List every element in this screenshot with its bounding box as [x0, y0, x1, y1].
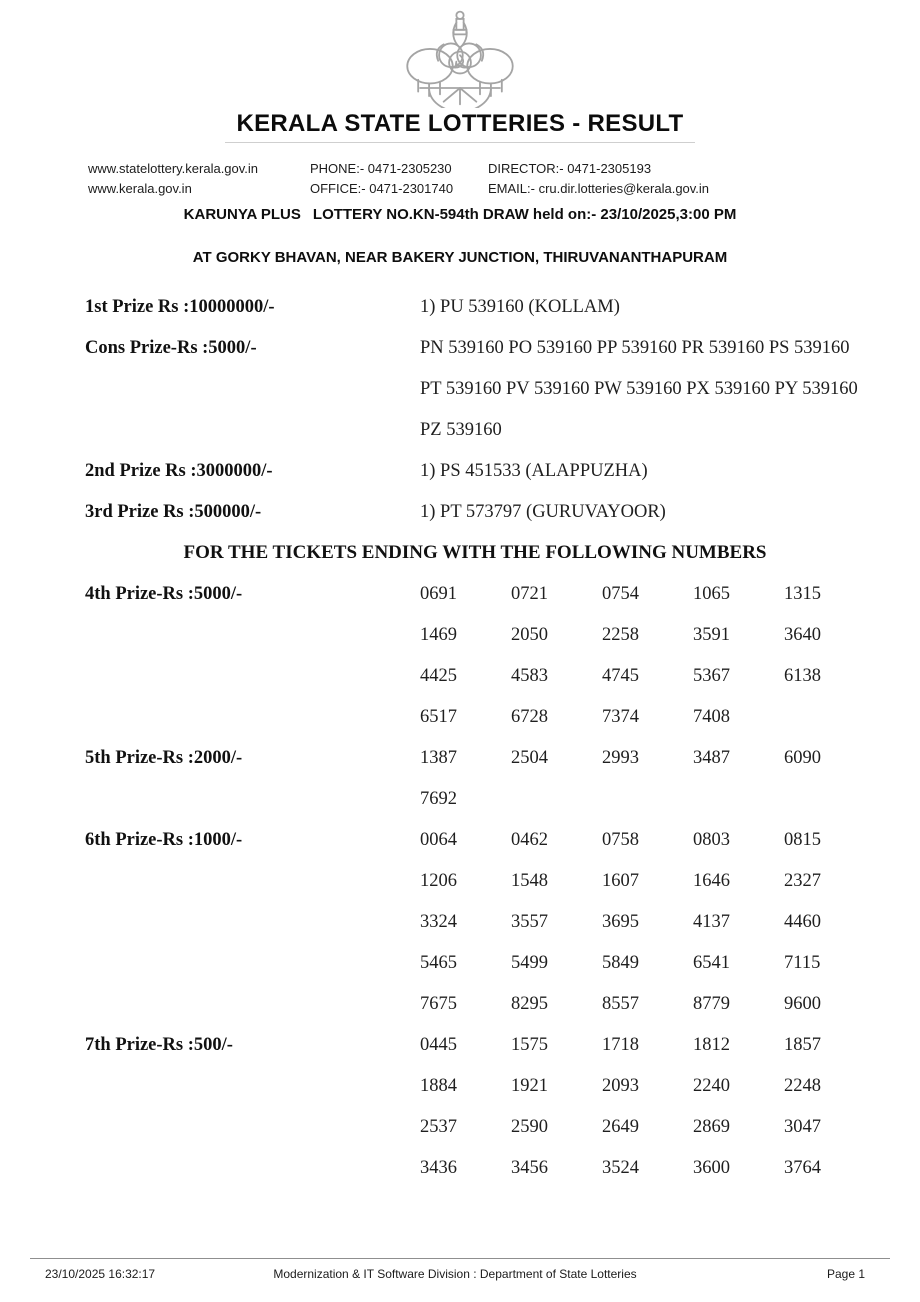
winning-number: 6090: [784, 748, 821, 768]
draw-info: LOTTERY NO.KN-594th DRAW held on:- 23/10/2025,3:00 PM: [312, 206, 737, 223]
third-prize-row: [85, 501, 920, 523]
contact-info-block: [88, 161, 920, 196]
winning-number: 3456: [511, 1158, 548, 1178]
consolation-prize-row: [85, 337, 920, 359]
consolation-numbers-line: PZ 539160: [420, 420, 502, 440]
winning-number: 3487: [693, 748, 730, 768]
prize-number-row: [85, 583, 920, 605]
prize-number-row: [85, 624, 920, 646]
winning-number: 7692: [420, 789, 457, 809]
winning-number: 3640: [784, 625, 821, 645]
winning-number: 6138: [784, 666, 821, 686]
winning-number: 5465: [420, 953, 457, 973]
winning-number: 1387: [420, 748, 457, 768]
office-number: OFFICE:- 0471-2301740: [310, 181, 454, 196]
winning-number: 2093: [602, 1076, 639, 1096]
winning-number: 2649: [602, 1117, 639, 1137]
winning-number: 0445: [420, 1035, 457, 1055]
page-title: KERALA STATE LOTTERIES - RESULT: [236, 110, 684, 137]
venue-line: AT GORKY BHAVAN, NEAR BAKERY JUNCTION, THIRUVANANTHAPURAM: [192, 249, 728, 266]
winning-number: 4137: [693, 912, 730, 932]
spacer-label: [85, 1075, 420, 1097]
winning-number: 2504: [511, 748, 548, 768]
winning-numbers-group: [420, 870, 875, 892]
winning-numbers-group: [420, 788, 511, 810]
spacer-label: [85, 706, 420, 728]
winning-number: 1921: [511, 1076, 548, 1096]
kerala-state-emblem-icon: [396, 8, 524, 108]
winning-number: 8779: [693, 994, 730, 1014]
winning-number: 3557: [511, 912, 548, 932]
prize-number-row: [85, 665, 920, 687]
ending-prizes-table: [85, 583, 920, 1179]
title-divider: [225, 142, 695, 143]
winning-number: 7675: [420, 994, 457, 1014]
draw-title-line: [0, 206, 920, 223]
winning-numbers-group: [420, 952, 875, 974]
winning-numbers-group: [420, 1157, 875, 1179]
spacer-label: [85, 952, 420, 974]
winning-number: 0064: [420, 830, 457, 850]
spacer-label: [85, 993, 420, 1015]
winning-number: 3324: [420, 912, 457, 932]
first-prize-winner: 1) PU 539160 (KOLLAM): [420, 297, 620, 317]
winning-number: 2590: [511, 1117, 548, 1137]
prize-number-row: [85, 1075, 920, 1097]
consolation-numbers-line: PN 539160 PO 539160 PP 539160 PR 539160 PS 539160: [420, 338, 850, 358]
winning-number: 6728: [511, 707, 548, 727]
email-address: EMAIL:- cru.dir.lotteries@kerala.gov.in: [488, 181, 710, 196]
prize-number-row: [85, 870, 920, 892]
winning-number: 1575: [511, 1035, 548, 1055]
winning-number: 4460: [784, 912, 821, 932]
winning-number: 2537: [420, 1117, 457, 1137]
winning-number: 3764: [784, 1158, 821, 1178]
winning-numbers-group: [420, 1034, 875, 1056]
winning-number: 2993: [602, 748, 639, 768]
first-prize-label: 1st Prize Rs :10000000/-: [85, 297, 275, 317]
winning-number: 0721: [511, 584, 548, 604]
prize-number-row: [85, 1116, 920, 1138]
winning-number: 3600: [693, 1158, 730, 1178]
winning-number: 3047: [784, 1117, 821, 1137]
winning-numbers-group: [420, 747, 875, 769]
winning-number: 0462: [511, 830, 548, 850]
winning-number: 1315: [784, 584, 821, 604]
winning-numbers-group: [420, 665, 875, 687]
winning-number: 2258: [602, 625, 639, 645]
prize-tier-label: 7th Prize-Rs :500/-: [85, 1035, 233, 1055]
winning-number: 5367: [693, 666, 730, 686]
winning-number: 7115: [784, 953, 821, 973]
spacer-label: [85, 665, 420, 687]
winning-number: 1607: [602, 871, 639, 891]
prize-number-row: [85, 1157, 920, 1179]
prize-results: [85, 296, 920, 1179]
consolation-prize-label: Cons Prize-Rs :5000/-: [85, 338, 257, 358]
third-prize-label: 3rd Prize Rs :500000/-: [85, 502, 262, 522]
first-prize-row: [85, 296, 920, 318]
second-prize-label: 2nd Prize Rs :3000000/-: [85, 461, 273, 481]
winning-number: 1857: [784, 1035, 821, 1055]
winning-number: 5499: [511, 953, 548, 973]
winning-number: 1884: [420, 1076, 457, 1096]
section-heading: FOR THE TICKETS ENDING WITH THE FOLLOWING NUMBERS: [183, 542, 767, 563]
winning-number: 2869: [693, 1117, 730, 1137]
second-prize-row: [85, 460, 920, 482]
winning-number: 3695: [602, 912, 639, 932]
winning-number: 5849: [602, 953, 639, 973]
third-prize-winner: 1) PT 573797 (GURUVAYOOR): [420, 502, 666, 522]
spacer-label: [85, 378, 420, 400]
winning-number: 2327: [784, 871, 821, 891]
winning-number: 8295: [511, 994, 548, 1014]
lottery-name: KARUNYA PLUS: [183, 206, 301, 223]
spacer-label: [85, 624, 420, 646]
prize-tier-label: 4th Prize-Rs :5000/-: [85, 584, 243, 604]
prize-number-row: [85, 952, 920, 974]
website-url-2: www.kerala.gov.in: [88, 181, 192, 196]
director-number: DIRECTOR:- 0471-2305193: [488, 161, 652, 176]
winning-number: 2050: [511, 625, 548, 645]
winning-number: 1812: [693, 1035, 730, 1055]
phone-number: PHONE:- 0471-2305230: [310, 161, 452, 176]
prize-number-row: [85, 911, 920, 933]
spacer-label: [85, 911, 420, 933]
second-prize-winner: 1) PS 451533 (ALAPPUZHA): [420, 461, 648, 481]
prize-tier-label: 5th Prize-Rs :2000/-: [85, 748, 243, 768]
winning-number: 1718: [602, 1035, 639, 1055]
winning-number: 1206: [420, 871, 457, 891]
winning-number: 1469: [420, 625, 457, 645]
winning-numbers-group: [420, 1075, 875, 1097]
footer-timestamp: 23/10/2025 16:32:17: [45, 1267, 156, 1281]
winning-number: 6541: [693, 953, 730, 973]
winning-numbers-group: [420, 1116, 875, 1138]
consolation-numbers-line: PT 539160 PV 539160 PW 539160 PX 539160 PY 539160: [420, 379, 858, 399]
spacer-label: [85, 788, 420, 810]
spacer-label: [85, 870, 420, 892]
prize-number-row: [85, 1034, 920, 1056]
prize-tier-label: 6th Prize-Rs :1000/-: [85, 830, 243, 850]
winning-numbers-group: [420, 993, 875, 1015]
winning-numbers-group: [420, 911, 875, 933]
spacer-label: [85, 419, 420, 441]
winning-number: 4583: [511, 666, 548, 686]
winning-number: 0691: [420, 584, 457, 604]
winning-number: 0815: [784, 830, 821, 850]
winning-number: 7374: [602, 707, 639, 727]
consolation-prize-row: [85, 378, 920, 400]
spacer-label: [85, 1116, 420, 1138]
prize-number-row: [85, 993, 920, 1015]
winning-number: 3591: [693, 625, 730, 645]
footer-division: Modernization & IT Software Division : Department of State Lotteries: [273, 1267, 637, 1281]
winning-number: 7408: [693, 707, 730, 727]
page-footer: [30, 1258, 890, 1281]
website-url-1: www.statelottery.kerala.gov.in: [88, 161, 259, 176]
winning-number: 0803: [693, 830, 730, 850]
winning-number: 9600: [784, 994, 821, 1014]
winning-numbers-group: [420, 706, 784, 728]
prize-number-row: [85, 829, 920, 851]
winning-number: 0754: [602, 584, 639, 604]
winning-number: 3524: [602, 1158, 639, 1178]
winning-number: 4425: [420, 666, 457, 686]
winning-number: 3436: [420, 1158, 457, 1178]
winning-number: 6517: [420, 707, 457, 727]
spacer-label: [85, 1157, 420, 1179]
winning-number: 1065: [693, 584, 730, 604]
winning-number: 2248: [784, 1076, 821, 1096]
winning-number: 1646: [693, 871, 730, 891]
consolation-prize-row: [85, 419, 920, 441]
emblem-container: [0, 0, 920, 104]
footer-page-number: Page 1: [826, 1267, 866, 1281]
winning-number: 0758: [602, 830, 639, 850]
winning-number: 2240: [693, 1076, 730, 1096]
winning-number: 8557: [602, 994, 639, 1014]
winning-number: 1548: [511, 871, 548, 891]
winning-numbers-group: [420, 624, 875, 646]
prize-number-row: [85, 788, 920, 810]
prize-number-row: [85, 747, 920, 769]
winning-numbers-group: [420, 829, 875, 851]
winning-numbers-group: [420, 583, 875, 605]
winning-number: 4745: [602, 666, 639, 686]
prize-number-row: [85, 706, 920, 728]
